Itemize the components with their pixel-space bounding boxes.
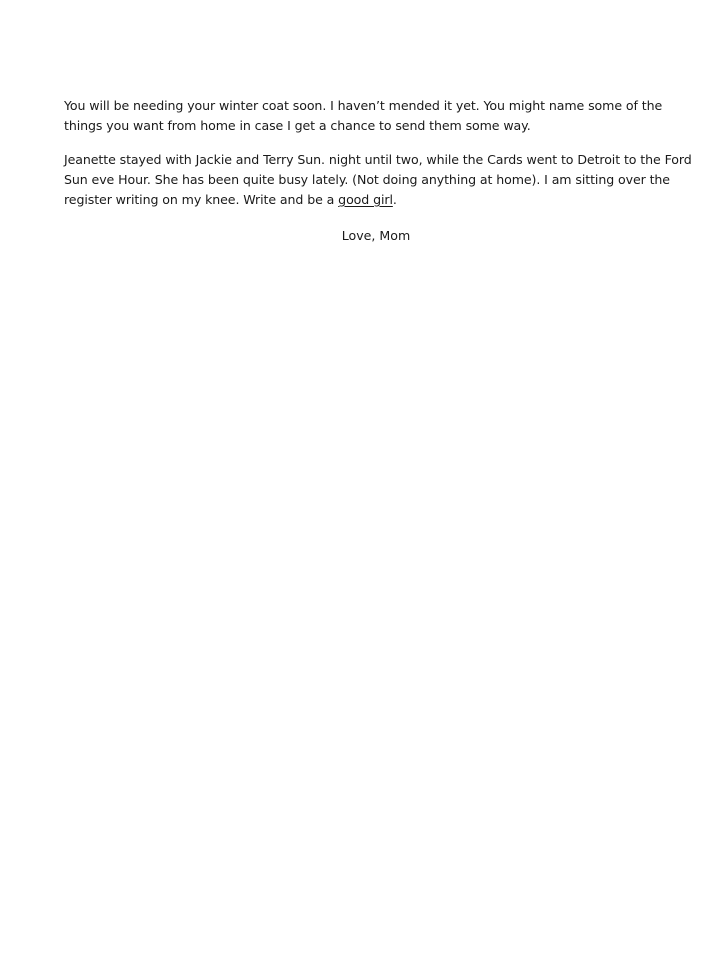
paragraph-winter-coat: You will be needing your winter coat soon. I haven’t mended it yet. You might name some of the things you want from home in case I get a chance to send them some way. (64, 98, 663, 133)
underlined-good-girl: good girl (338, 192, 393, 207)
paragraph-jeanette-end: . (392, 192, 397, 207)
paragraph-jeanette-text: Jeanette stayed with Jackie and Terry Sun. night until two, while the Cards went to Detroit to the Ford Sun eve Hour. She has been quite busy lately. (Not doing anything at home). I am sitting over the register writing on my knee. Write and be a (64, 152, 692, 207)
letter-closing-signature: Love, Mom (341, 228, 411, 243)
letter-body (64, 96, 692, 224)
paragraph-jeanette (64, 150, 692, 210)
